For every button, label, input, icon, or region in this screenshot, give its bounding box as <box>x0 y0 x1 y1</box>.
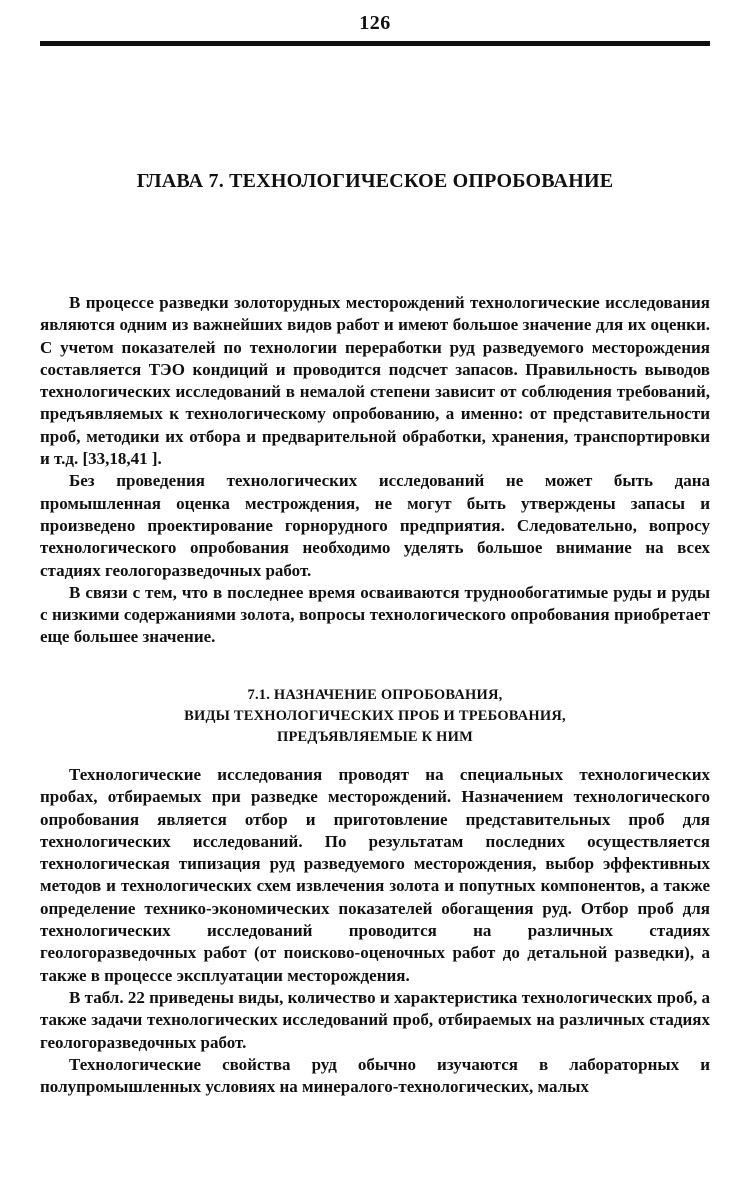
paragraph: В процессе разведки золоторудных месторождений технологические исследования являются одним из важнейших видов работ и имеют большое значение для их оценки. С учетом показателей по технологии переработки руд разведуемого месторождения составляется ТЭО кондиций и проводится подсчет запасов. Правильность выводов технологических исследований в немалой степени зависит от соблюдения требований, предъявляемых к технологическому опробованию, а именно: от представительности проб, методики их отбора и предварительной обработки, хранения, транспортировки и т.д. [33,18,41 ]. <box>40 293 710 469</box>
section-heading-line: 7.1. НАЗНАЧЕНИЕ ОПРОБОВАНИЯ, <box>247 687 503 703</box>
chapter-title: ГЛАВА 7. ТЕХНОЛОГИЧЕСКОЕ ОПРОБОВАНИЕ <box>136 170 614 192</box>
paragraph: Технологические исследования проводят на специальных технологических пробах, отбираемых при разведке месторождений. Назначением технологического опробования является отбор и приготовление представительных проб для технологических исследований. По результатам последних осуществляется технологическая типизация руд разведуемого месторождения, выбор эффективных методов и технологических схем извлечения золота и попутных компонентов, а также определение технико-экономических показателей обогащения руд. Отбор проб для технологических исследований проводится на различных стадиях геологоразведочных работ (от поисково-оценочных работ до детальной разведки), а также в процессе эксплуатации месторождения. <box>40 765 710 985</box>
section-heading <box>40 685 710 748</box>
page-number: 126 <box>359 12 391 34</box>
section-text <box>40 764 710 1098</box>
section-heading-line: ПРЕДЪЯВЛЯЕМЫЕ К НИМ <box>277 729 473 745</box>
paragraph: Без проведения технологических исследований не может быть дана промышленная оценка местрождения, не могут быть утверждены запасы и произведено проектирование горнорудного предприятия. Следовательно, вопросу технологического опробования необходимо уделять большое внимание на всех стадиях геологоразведочных работ. <box>40 471 710 580</box>
intro-text <box>40 292 710 649</box>
paragraph: Технологические свойства руд обычно изучаются в лабораторных и полупромышленных условиях на минералого-технологических, малых <box>40 1054 710 1097</box>
section-heading-line: ВИДЫ ТЕХНОЛОГИЧЕСКИХ ПРОБ И ТРЕБОВАНИЯ, <box>184 708 566 724</box>
header-rule <box>40 41 710 46</box>
paragraph: В табл. 22 приведены виды, количество и характеристика технологических проб, а также задачи технологических исследований проб, отбираемых на различных стадиях геологоразведочных работ. <box>40 987 710 1052</box>
paragraph: В связи с тем, что в последнее время осваиваются труднообогатимые руды и руды с низкими содержаниями золота, вопросы технологического опробования приобретает еще большее значение. <box>40 582 710 647</box>
